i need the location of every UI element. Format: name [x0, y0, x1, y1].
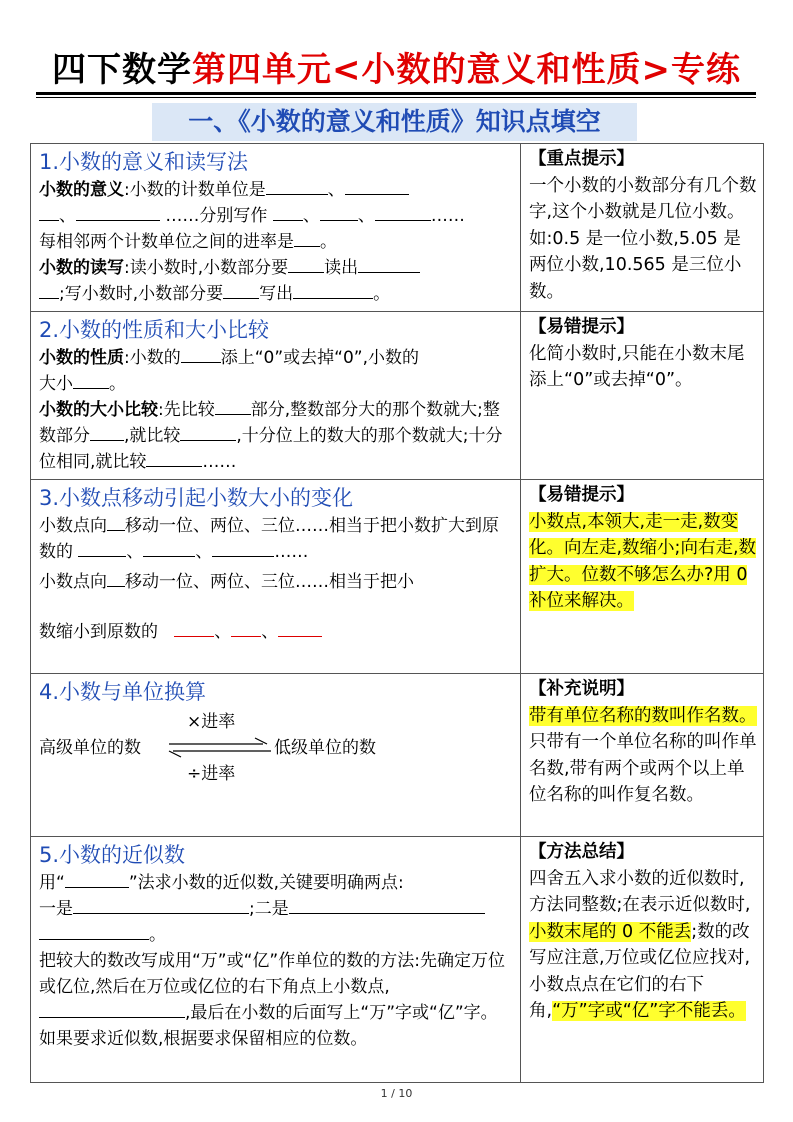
row-4: [31, 674, 764, 837]
text: 移动一位、两位、三位……相当于把小: [125, 572, 414, 592]
fill-blank[interactable]: [39, 281, 59, 299]
tip-highlight: 小数点,本领大,走一走,数变化。向左走,数缩小;向右走,数扩大。位数不够怎么办?用 0 补位来解决。: [529, 511, 757, 611]
fill-blank[interactable]: [39, 922, 149, 940]
fill-blank[interactable]: [90, 423, 124, 441]
tip-text: 一个小数的小数部分有几个数字,这个小数就是几位小数。如:0.5 是一位小数,5.05 是两位小数,10.565 是三位小数。: [529, 175, 757, 302]
text: :读小数时,小数部分要: [124, 258, 289, 278]
fill-blank[interactable]: [320, 203, 358, 221]
text: 大小: [39, 374, 73, 394]
double-arrow-icon: [167, 737, 275, 759]
text: ;二是: [249, 899, 289, 919]
row-3: [31, 480, 764, 674]
text: ,最后在小数的后面写上“万”字或“亿”字。如果要求近似数,根据要求保留相应的位数。: [39, 1003, 498, 1049]
unit-conversion-diagram: [39, 709, 514, 785]
text: 写出: [259, 284, 294, 304]
text: 、: [357, 206, 375, 226]
property-label: 小数的性质: [39, 348, 124, 368]
row4-right: [521, 674, 764, 837]
fill-blank[interactable]: [266, 177, 328, 195]
title-rule-thick: [36, 92, 756, 95]
fill-blank[interactable]: [107, 513, 125, 531]
tip-tag: 【易错提示】: [529, 317, 634, 337]
compare-label: 小数的大小比较: [39, 400, 158, 420]
fill-blank[interactable]: [358, 255, 420, 273]
text: 、: [126, 542, 144, 562]
tip-highlight: “万”字或“亿”字不能丢。: [552, 1001, 746, 1021]
row-5: [31, 837, 764, 1083]
text: 小数点向: [39, 572, 107, 592]
text: ,十分位上的数大的那个数就大;十分位相同,就比较: [39, 426, 503, 472]
section-heading: 4.小数与单位换算: [39, 680, 207, 704]
low-unit-label: 低级单位的数: [274, 738, 376, 758]
tip-tag: 【方法总结】: [529, 842, 634, 862]
fill-blank[interactable]: [215, 397, 251, 415]
rewrite-paragraph: [39, 948, 514, 1052]
text: :小数的计数单位是: [124, 180, 266, 200]
read-write-label: 小数的读写: [39, 258, 124, 278]
divide-rate-label: ÷进率: [187, 764, 236, 784]
fill-blank[interactable]: [273, 203, 303, 221]
text: ;数的改写应注意,万位或亿位应找对,小数点点在它们的右下角,: [529, 921, 751, 1021]
page-number: 1 / 10: [380, 1087, 413, 1100]
fill-blank[interactable]: [181, 345, 221, 363]
fill-blank[interactable]: [65, 870, 129, 888]
fill-blank-red[interactable]: [174, 619, 214, 637]
row2-left: [31, 312, 521, 480]
row2-right: [521, 312, 764, 480]
row5-right: [521, 837, 764, 1083]
text: 、: [195, 542, 213, 562]
fill-blank[interactable]: [143, 539, 195, 557]
fill-blank[interactable]: [146, 449, 202, 467]
text: 部分,整数部分大的那个数就大;整数部分: [39, 400, 500, 446]
meaning-line: [39, 177, 514, 255]
row-2: [31, 312, 764, 480]
fill-blank[interactable]: [39, 203, 59, 221]
text: 。: [109, 374, 126, 394]
fill-blank[interactable]: [375, 203, 431, 221]
title-black: 四下数学: [52, 50, 192, 90]
read-write-line: [39, 255, 514, 307]
text: 每相邻两个计数单位之间的进率是: [39, 232, 294, 252]
meaning-label: 小数的意义: [39, 180, 124, 200]
text: ”法求小数的近似数,关键要明确两点:: [128, 873, 404, 893]
knowledge-table: [30, 143, 764, 1083]
row3-left: [31, 480, 521, 674]
fill-blank[interactable]: [78, 539, 126, 557]
fill-blank[interactable]: [76, 203, 160, 221]
text: 、: [261, 622, 279, 642]
tip-highlight: 小数末尾的 0 不能丢: [529, 921, 692, 942]
fill-blank[interactable]: [212, 539, 274, 557]
shrink-line: [39, 619, 514, 645]
row5-left: [31, 837, 521, 1083]
title-red: 第四单元<小数的意义和性质>专练: [192, 50, 741, 90]
text: 四舍五入求小数的近似数时,方法同整数;在表示近似数时,: [529, 868, 751, 915]
fill-blank[interactable]: [73, 371, 109, 389]
text: 移动一位、两位、三位……相当于把小数扩大到原数的: [39, 516, 499, 562]
tip-highlight: 带有单位名称的数叫作名数。: [529, 705, 757, 726]
tip-text: 化简小数时,只能在小数末尾添上“0”或去掉“0”。: [529, 343, 745, 390]
row4-left: [31, 674, 521, 837]
fill-blank[interactable]: [288, 255, 324, 273]
high-unit-label: 高级单位的数: [39, 738, 141, 758]
fill-blank[interactable]: [294, 229, 320, 247]
row1-left: [31, 144, 521, 312]
text: 。: [373, 284, 391, 304]
approx-line: [39, 870, 514, 948]
fill-blank-red[interactable]: [231, 619, 261, 637]
text: 数缩小到原数的: [39, 622, 158, 642]
text: ……: [202, 452, 237, 472]
text: ……分别写作: [165, 206, 268, 226]
text: 读出: [324, 258, 359, 278]
text: ……: [430, 206, 465, 226]
text: ,就比较: [124, 426, 181, 446]
property-line: [39, 345, 514, 397]
tip-text: 只带有一个单位名称的叫作单名数,带有两个或两个以上单位名称的叫作复名数。: [529, 732, 757, 805]
section-subtitle: 一、《小数的意义和性质》知识点填空: [152, 103, 637, 141]
compare-line: [39, 397, 514, 475]
text: 、: [302, 206, 320, 226]
fill-blank[interactable]: [293, 281, 373, 299]
text: ……: [274, 542, 309, 562]
multiply-rate-label: ×进率: [187, 712, 236, 732]
move-right-line: [39, 513, 514, 565]
move-left-line: [39, 569, 514, 595]
section-heading: 3.小数点移动引起小数大小的变化: [39, 486, 354, 510]
fill-blank[interactable]: [39, 1000, 185, 1018]
tip-tag: 【重点提示】: [529, 149, 634, 169]
fill-blank[interactable]: [107, 569, 125, 587]
fill-blank[interactable]: [180, 423, 236, 441]
row3-right: [521, 480, 764, 674]
fill-blank[interactable]: [289, 896, 485, 914]
fill-blank-red[interactable]: [278, 619, 322, 637]
row1-right: [521, 144, 764, 312]
text: :先比较: [158, 400, 215, 420]
tip-tag: 【补充说明】: [529, 679, 634, 699]
section-heading: 2.小数的性质和大小比较: [39, 318, 270, 342]
section-heading: 1.小数的意义和读写法: [39, 150, 249, 174]
fill-blank[interactable]: [223, 281, 259, 299]
text: 、: [59, 206, 76, 226]
text: 一是: [39, 899, 73, 919]
text: 。: [149, 925, 166, 945]
text: ;写小数时,小数部分要: [59, 284, 224, 304]
title-rule-thin: [36, 97, 756, 98]
text: 。: [320, 232, 337, 252]
text: :小数的: [124, 348, 181, 368]
text: 用“: [39, 873, 65, 893]
text: 、: [327, 180, 345, 200]
page-title: [0, 48, 793, 92]
text: 把较大的数改写成用“万”或“亿”作单位的数的方法:先确定万位或亿位,然后在万位或亿位的右下角点上小数点,: [39, 951, 505, 997]
tip-tag: 【易错提示】: [529, 485, 634, 505]
fill-blank[interactable]: [345, 177, 409, 195]
section-heading: 5.小数的近似数: [39, 843, 186, 867]
text: 小数点向: [39, 516, 107, 536]
fill-blank[interactable]: [73, 896, 249, 914]
row-1: [31, 144, 764, 312]
text: 、: [214, 622, 232, 642]
text: 添上“0”或去掉“0”,小数的: [220, 348, 419, 368]
